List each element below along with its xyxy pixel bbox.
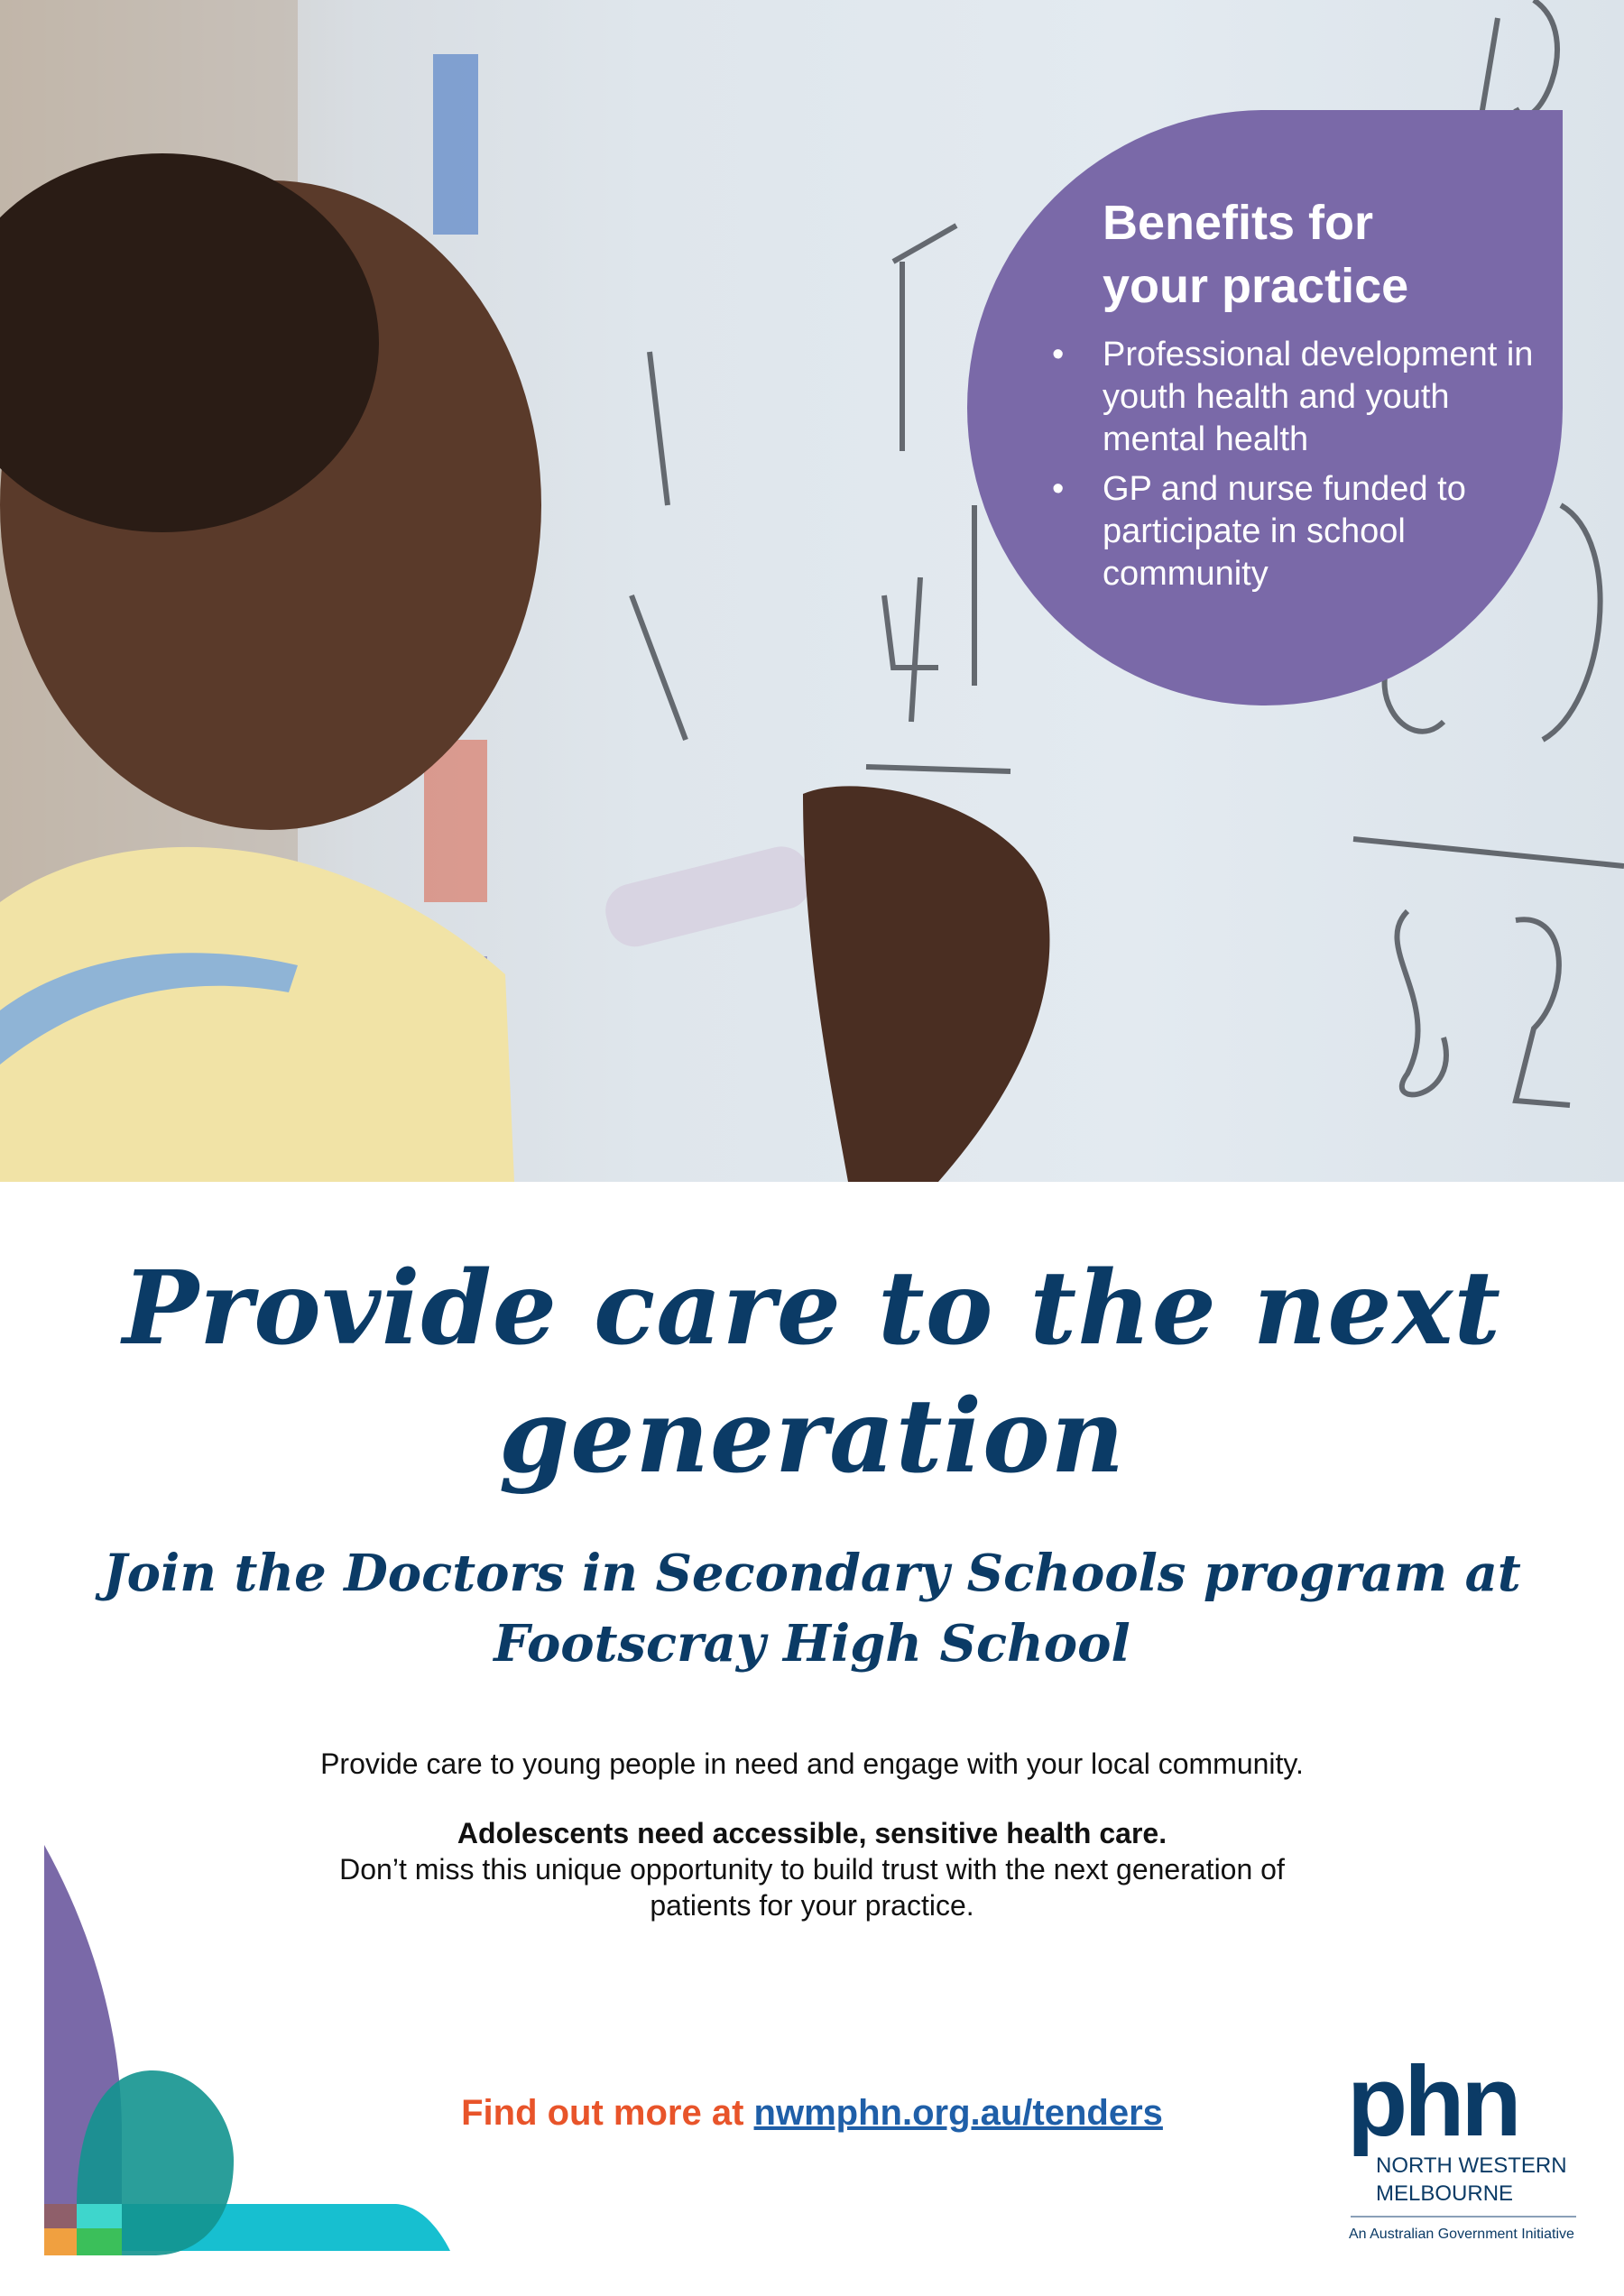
benefits-list [1047, 334, 1534, 603]
benefits-title-line2: your practice [1103, 259, 1409, 313]
benefit-text: GP and nurse funded to participate in school community [1103, 470, 1466, 593]
headline-line2: generation [498, 1378, 1126, 1496]
benefits-list-item [1047, 468, 1534, 595]
subheadline-line1: Join the Doctors in Secondary Schools program at [103, 1544, 1521, 1603]
logo-line1: NORTH WESTERN [1376, 2153, 1567, 2178]
cta-lead-text: Find out more at [461, 2093, 744, 2133]
headline [0, 1245, 1624, 1501]
body-line1: Don’t miss this unique opportunity to build trust with the next generation of [339, 1853, 1285, 1886]
logo-line2: MELBOURNE [1376, 2181, 1514, 2206]
logo-divider [1351, 2216, 1576, 2218]
decorative-shapes-graphic [44, 1845, 450, 2255]
body-bold-text: Adolescents need accessible, sensitive health care. [457, 1817, 1167, 1849]
subheadline [0, 1538, 1624, 1679]
logo-wordmark: phn [1347, 2046, 1518, 2157]
benefit-text: Professional development in youth health and youth mental health [1103, 336, 1534, 458]
logo-tagline: An Australian Government Initiative [1349, 2227, 1574, 2242]
benefits-title-line1: Benefits for [1103, 196, 1374, 250]
benefits-list-item [1047, 334, 1534, 461]
bullet-icon: • [1052, 470, 1065, 508]
bullet-icon: • [1052, 336, 1065, 373]
benefits-title [1103, 191, 1518, 318]
nwmphn-logo [1347, 2046, 1586, 2246]
intro-text: Provide care to young people in need and engage with your local community. [320, 1747, 1304, 1780]
headline-line1: Provide care to the next [122, 1249, 1502, 1368]
body-line2: patients for your practice. [650, 1889, 974, 1922]
subheadline-line2: Footscray High School [494, 1614, 1130, 1674]
tenders-link[interactable]: nwmphn.org.au/tenders [753, 2093, 1163, 2133]
